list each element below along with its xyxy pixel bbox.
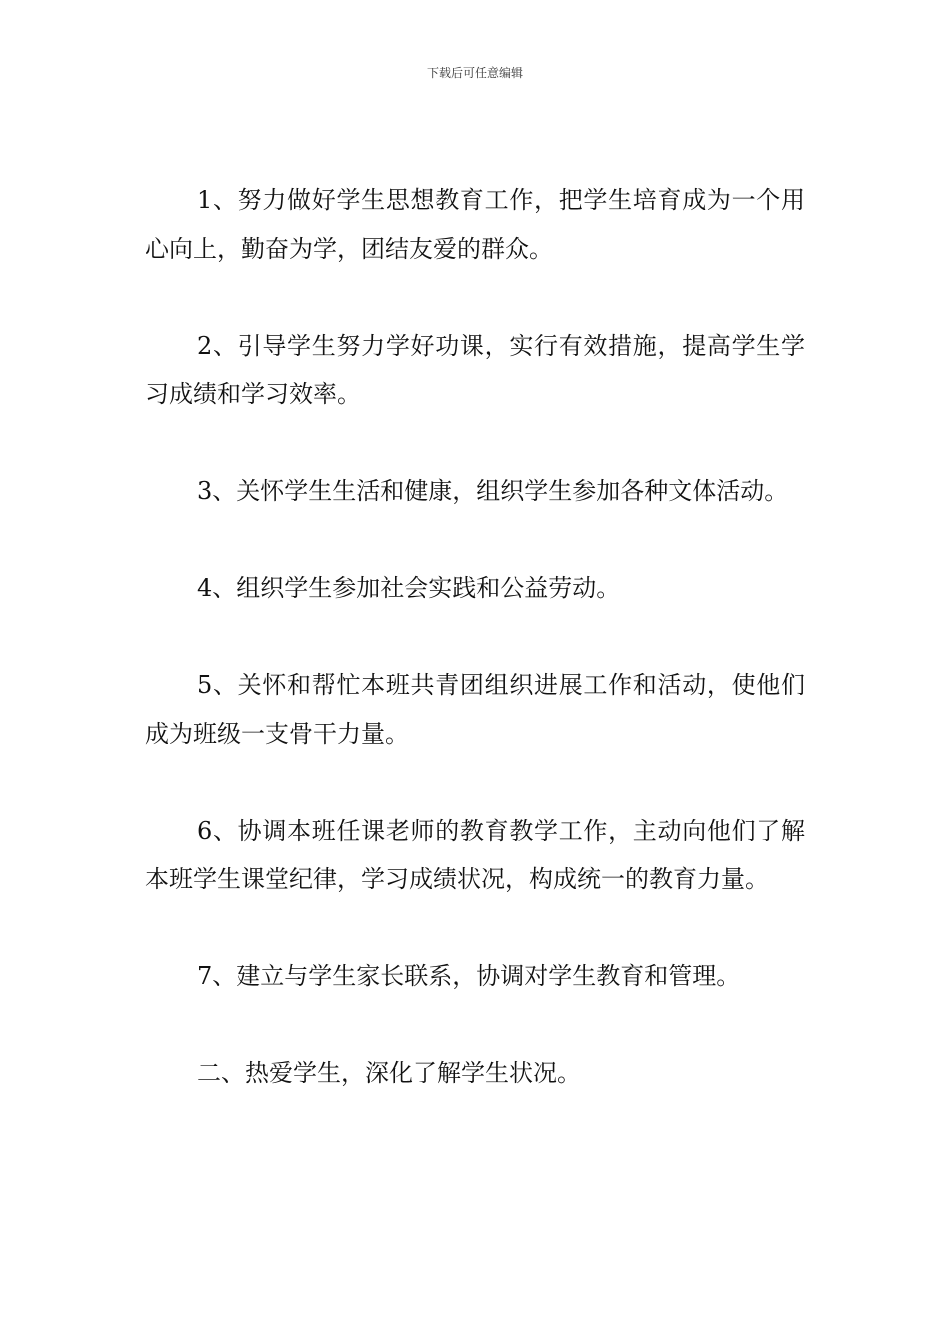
paragraph-item-1: 1、努力做好学生思想教育工作，把学生培育成为一个用心向上，勤奋为学，团结友爱的群众。: [145, 186, 805, 263]
paragraph-item-6: 6、协调本班任课老师的教育教学工作，主动向他们了解本班学生课堂纪律，学习成绩状况，构成统一的教育力量。: [145, 816, 805, 893]
paragraph-item-3: 3、关怀学生生活和健康，组织学生参加各种文体活动。: [197, 477, 789, 505]
paragraph-item-2: 2、引导学生努力学好功课，实行有效措施，提高学生学习成绩和学习效率。: [145, 331, 805, 408]
paragraph-item-5: 5、关怀和帮忙本班共青团组织进展工作和活动，使他们成为班级一支骨干力量。: [145, 671, 805, 748]
paragraph-item-7: 7、建立与学生家长联系，协调对学生教育和管理。: [197, 962, 741, 990]
section-heading-2: 二、热爱学生，深化了解学生状况。: [197, 1059, 581, 1087]
paragraph-item-4: 4、组织学生参加社会实践和公益劳动。: [197, 574, 621, 602]
document-body: [145, 176, 805, 1098]
page-header: 下载后可任意编辑: [426, 66, 523, 80]
